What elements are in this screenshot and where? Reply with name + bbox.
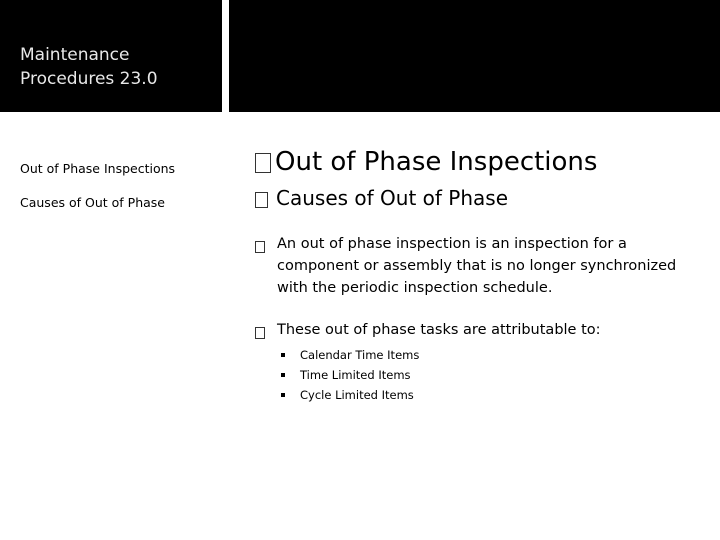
bullet-marker-icon [255, 236, 265, 258]
square-bullet-icon [281, 353, 285, 357]
list-item-label: Time Limited Items [300, 368, 411, 382]
slide-title [255, 147, 597, 177]
checkbox-glyph-icon [255, 153, 271, 173]
header-left-band [0, 0, 222, 112]
bullet-text: These out of phase tasks are attributable to: [277, 322, 601, 338]
square-bullet-icon [281, 393, 285, 397]
header-right-band [229, 0, 720, 112]
slide-title-text: Out of Phase Inspections [275, 147, 598, 177]
page-title: Maintenance Procedures 23.0 [20, 45, 158, 89]
bullet-item [255, 319, 695, 341]
square-bullet-icon [281, 373, 285, 377]
nav-item-causes-of-out-of-phase[interactable]: Causes of Out of Phase [20, 195, 166, 210]
list-item-label: Cycle Limited Items [300, 388, 414, 402]
bullet-marker-icon [255, 322, 265, 344]
slide-subtitle [255, 186, 508, 210]
bullet-item [255, 233, 695, 299]
slide-subtitle-text: Causes of Out of Phase [276, 186, 509, 210]
nav-item-out-of-phase-inspections[interactable]: Out of Phase Inspections [20, 161, 176, 176]
checkbox-glyph-icon [255, 192, 268, 208]
bullet-text: An out of phase inspection is an inspection for a component or assembly that is no longer synchronized with the periodic inspection schedule. [277, 236, 677, 296]
list-item-label: Calendar Time Items [300, 348, 420, 362]
